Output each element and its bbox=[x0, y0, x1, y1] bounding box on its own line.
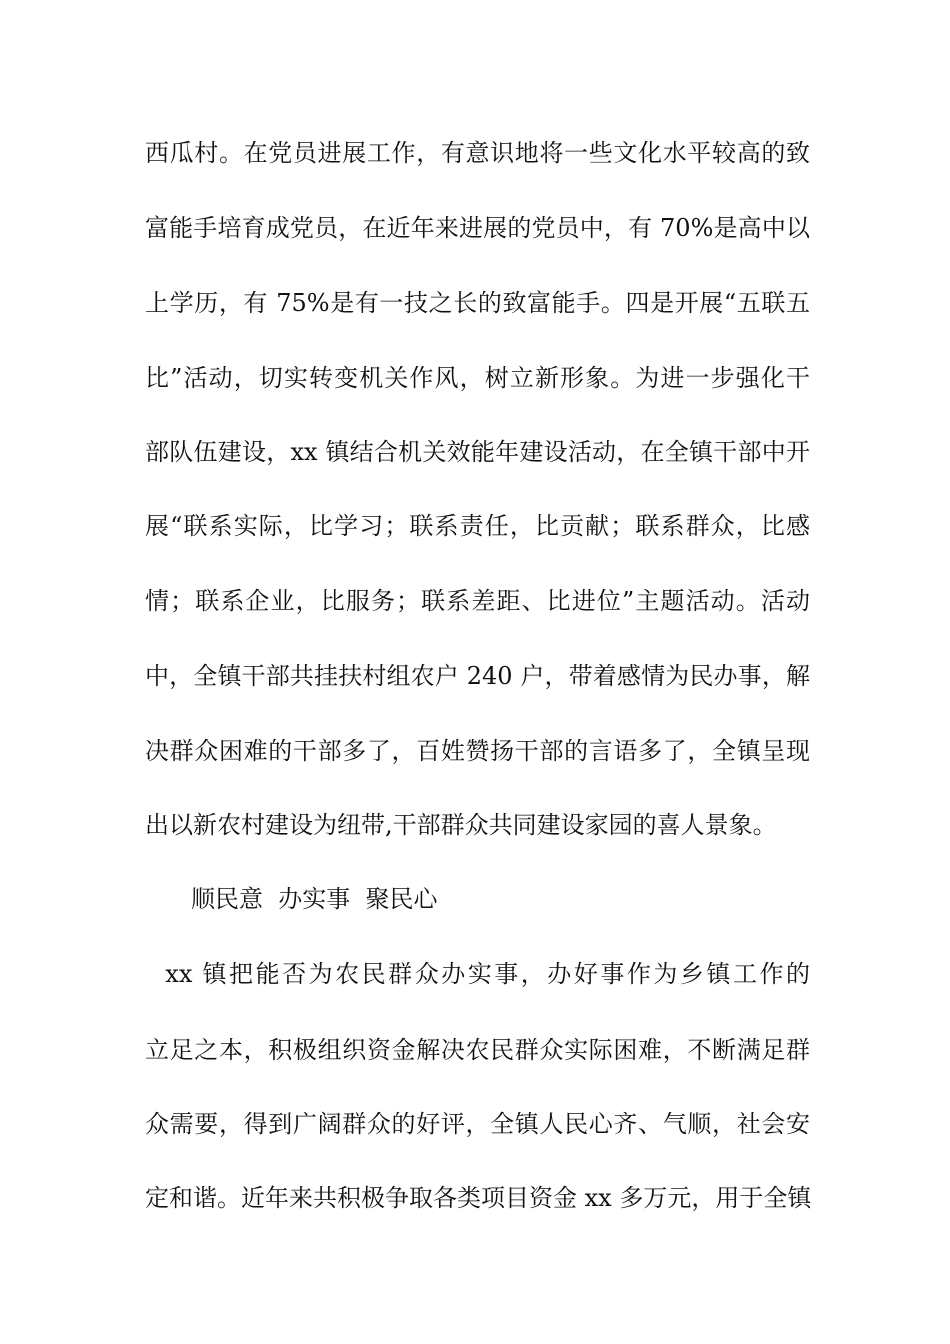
section-heading: 顺民意 办实事 聚民心 bbox=[191, 885, 438, 913]
paragraph-line: 上学历，有 75%是有一技之长的致富能手。四是开展“五联五 bbox=[145, 289, 810, 317]
paragraph-line: 立足之本，积极组织资金解决农民群众实际困难，不断满足群 bbox=[145, 1036, 810, 1064]
paragraph-line: 西瓜村。在党员进展工作，有意识地将一些文化水平较高的致 bbox=[145, 139, 810, 167]
paragraph-line: 众需要，得到广阔群众的好评，全镇人民心齐、气顺，社会安 bbox=[145, 1110, 810, 1138]
paragraph-line: 出以新农村建设为纽带,干部群众共同建设家园的喜人景象。 bbox=[145, 811, 777, 839]
paragraph-line: 比”活动，切实转变机关作风，树立新形象。为进一步强化干 bbox=[145, 364, 810, 392]
paragraph-line: 展“联系实际，比学习；联系责任，比贡献；联系群众，比感 bbox=[145, 512, 810, 540]
paragraph-line: 决群众困难的干部多了，百姓赞扬干部的言语多了，全镇呈现 bbox=[145, 737, 810, 765]
paragraph-line: 富能手培育成党员，在近年来进展的党员中，有 70%是高中以 bbox=[145, 214, 810, 242]
paragraph-line: 中，全镇干部共挂扶村组农户 240 户，带着感情为民办事，解 bbox=[145, 662, 810, 690]
paragraph-line: xx 镇把能否为农民群众办实事，办好事作为乡镇工作的 bbox=[145, 960, 810, 988]
paragraph-line: 部队伍建设，xx 镇结合机关效能年建设活动，在全镇干部中开 bbox=[145, 438, 810, 466]
paragraph-line: 定和谐。近年来共积极争取各类项目资金 xx 多万元，用于全镇 bbox=[145, 1184, 812, 1212]
paragraph-line: 情；联系企业，比服务；联系差距、比进位”主题活动。活动 bbox=[145, 587, 810, 615]
